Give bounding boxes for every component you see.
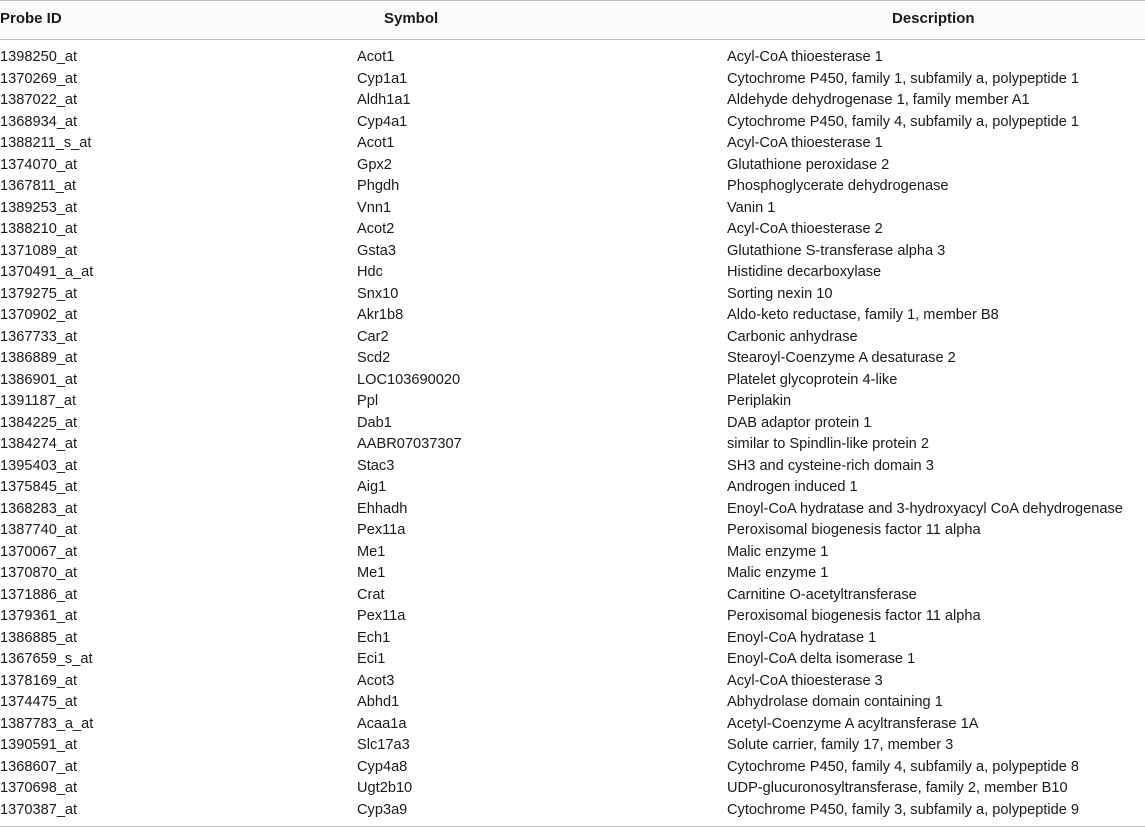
table-row [0, 69, 1145, 91]
cell-probe-id: 1384274_at [0, 436, 78, 452]
cell-probe-id: 1374475_at [0, 694, 78, 710]
cell-probe-id: 1387022_at [0, 92, 78, 108]
cell-probe-id: 1386885_at [0, 629, 78, 646]
cell-description: Platelet glycoprotein 4-like [727, 371, 898, 388]
cell-probe-id: 1378169_at [0, 672, 78, 689]
cell-description: Aldo-keto reductase, family 1, member B8 [727, 307, 999, 323]
table-bottom-rule [0, 826, 1145, 827]
cell-description: Phosphoglycerate dehydrogenase [727, 178, 949, 194]
cell-description: Stearoyl-Coenzyme A desaturase 2 [727, 350, 956, 366]
cell-description: Androgen induced 1 [727, 479, 858, 495]
cell-description: Glutathione peroxidase 2 [727, 156, 890, 173]
cell-symbol: Ech1 [357, 629, 391, 646]
cell-description: Sorting nexin 10 [727, 285, 833, 302]
header-probe-id: Probe ID [0, 10, 62, 27]
cell-description: similar to Spindlin-like protein 2 [727, 436, 929, 452]
cell-description: Enoyl-CoA delta isomerase 1 [727, 651, 916, 667]
table-row [0, 90, 1145, 112]
table-row [0, 176, 1145, 198]
cell-symbol: Pex11a [357, 608, 406, 624]
table-row [0, 800, 1145, 822]
cell-symbol: Abhd1 [357, 694, 400, 710]
cell-probe-id: 1375845_at [0, 479, 78, 495]
cell-probe-id: 1368934_at [0, 113, 78, 130]
table-row [0, 155, 1145, 177]
table-row [0, 327, 1145, 349]
cell-description: Malic enzyme 1 [727, 565, 829, 581]
cell-symbol: Stac3 [357, 457, 395, 474]
cell-symbol: Car2 [357, 328, 389, 345]
cell-symbol: Acot2 [357, 221, 395, 237]
cell-description: Vanin 1 [727, 199, 776, 216]
cell-probe-id: 1379275_at [0, 285, 78, 302]
table-row [0, 735, 1145, 757]
table-row [0, 649, 1145, 671]
table-row [0, 520, 1145, 542]
cell-description: Histidine decarboxylase [727, 264, 882, 280]
cell-description: DAB adaptor protein 1 [727, 414, 872, 431]
cell-probe-id: 1370698_at [0, 780, 78, 796]
cell-probe-id: 1370269_at [0, 70, 78, 87]
cell-description: UDP-glucuronosyltransferase, family 2, member B10 [727, 780, 1068, 796]
table-row [0, 714, 1145, 736]
table-row [0, 348, 1145, 370]
table-row [0, 563, 1145, 585]
cell-probe-id: 1368607_at [0, 758, 78, 775]
table-row [0, 628, 1145, 650]
cell-symbol: Dab1 [357, 414, 392, 431]
cell-symbol: Aig1 [357, 479, 387, 495]
cell-symbol: Crat [357, 586, 385, 603]
table-row [0, 305, 1145, 327]
table-row [0, 133, 1145, 155]
cell-probe-id: 1370387_at [0, 801, 78, 818]
cell-probe-id: 1371089_at [0, 242, 78, 259]
cell-symbol: Acaa1a [357, 715, 407, 732]
cell-symbol: Gpx2 [357, 156, 392, 173]
cell-description: Acyl-CoA thioesterase 1 [727, 135, 883, 151]
cell-symbol: Ugt2b10 [357, 780, 413, 796]
cell-symbol: Cyp4a1 [357, 113, 408, 130]
cell-probe-id: 1379361_at [0, 608, 78, 624]
cell-symbol: Cyp1a1 [357, 70, 408, 87]
cell-description: Aldehyde dehydrogenase 1, family member A1 [727, 92, 1030, 108]
cell-symbol: Me1 [357, 565, 386, 581]
cell-symbol: Ppl [357, 393, 379, 409]
cell-symbol: Gsta3 [357, 242, 396, 259]
cell-probe-id: 1391187_at [0, 393, 77, 409]
cell-symbol: Scd2 [357, 350, 391, 366]
cell-description: Acetyl-Coenzyme A acyltransferase 1A [727, 715, 979, 732]
cell-probe-id: 1388211_s_at [0, 135, 92, 151]
cell-probe-id: 1367659_s_at [0, 651, 93, 667]
cell-description: Cytochrome P450, family 3, subfamily a, polypeptide 9 [727, 801, 1080, 818]
table-row [0, 262, 1145, 284]
cell-probe-id: 1387783_a_at [0, 715, 94, 732]
cell-probe-id: 1370902_at [0, 307, 78, 323]
cell-symbol: Ehhadh [357, 500, 408, 517]
cell-symbol: LOC103690020 [357, 371, 461, 388]
cell-description: Acyl-CoA thioesterase 2 [727, 221, 883, 237]
cell-probe-id: 1370067_at [0, 543, 78, 560]
cell-probe-id: 1371886_at [0, 586, 78, 603]
cell-probe-id: 1386889_at [0, 350, 78, 366]
cell-description: Abhydrolase domain containing 1 [727, 694, 943, 710]
cell-description: Solute carrier, family 17, member 3 [727, 737, 954, 753]
cell-symbol: Slc17a3 [357, 737, 410, 753]
header-symbol: Symbol [384, 10, 439, 27]
cell-description: Malic enzyme 1 [727, 543, 829, 560]
cell-description: SH3 and cysteine-rich domain 3 [727, 457, 934, 474]
cell-symbol: Akr1b8 [357, 307, 404, 323]
cell-description: Peroxisomal biogenesis factor 11 alpha [727, 608, 981, 624]
cell-description: Acyl-CoA thioesterase 1 [727, 49, 883, 65]
table-row [0, 391, 1145, 413]
cell-probe-id: 1384225_at [0, 414, 78, 431]
table-row [0, 370, 1145, 392]
cell-probe-id: 1387740_at [0, 522, 78, 538]
table-row [0, 456, 1145, 478]
table-row [0, 198, 1145, 220]
cell-symbol: Acot1 [357, 49, 395, 65]
cell-symbol: Me1 [357, 543, 386, 560]
cell-symbol: Acot1 [357, 135, 395, 151]
cell-probe-id: 1386901_at [0, 371, 78, 388]
table-row [0, 606, 1145, 628]
cell-probe-id: 1370870_at [0, 565, 78, 581]
cell-symbol: AABR07037307 [357, 436, 462, 452]
table-row [0, 671, 1145, 693]
table-row [0, 219, 1145, 241]
cell-symbol: Pex11a [357, 522, 406, 538]
header-description: Description [892, 10, 975, 27]
cell-description: Periplakin [727, 393, 792, 409]
table-row [0, 778, 1145, 800]
cell-symbol: Acot3 [357, 672, 395, 689]
cell-probe-id: 1398250_at [0, 49, 78, 65]
table-row [0, 413, 1145, 435]
table-header [0, 0, 1145, 40]
cell-symbol: Aldh1a1 [357, 92, 411, 108]
table-row [0, 692, 1145, 714]
cell-description: Cytochrome P450, family 4, subfamily a, polypeptide 1 [727, 113, 1080, 130]
cell-description: Carbonic anhydrase [727, 328, 858, 345]
table-row [0, 477, 1145, 499]
table-row [0, 284, 1145, 306]
table-row [0, 757, 1145, 779]
cell-probe-id: 1388210_at [0, 221, 78, 237]
table-body [0, 47, 1145, 821]
cell-symbol: Eci1 [357, 651, 386, 667]
table-row [0, 542, 1145, 564]
cell-symbol: Cyp3a9 [357, 801, 408, 818]
cell-probe-id: 1389253_at [0, 199, 78, 216]
cell-probe-id: 1370491_a_at [0, 264, 94, 280]
cell-probe-id: 1367811_at [0, 178, 77, 194]
cell-probe-id: 1368283_at [0, 500, 78, 517]
table-row [0, 112, 1145, 134]
cell-probe-id: 1390591_at [0, 737, 78, 753]
cell-symbol: Phgdh [357, 178, 400, 194]
cell-probe-id: 1395403_at [0, 457, 78, 474]
cell-symbol: Snx10 [357, 285, 399, 302]
cell-description: Enoyl-CoA hydratase 1 [727, 629, 877, 646]
cell-description: Peroxisomal biogenesis factor 11 alpha [727, 522, 981, 538]
cell-description: Cytochrome P450, family 1, subfamily a, polypeptide 1 [727, 70, 1080, 87]
cell-description: Cytochrome P450, family 4, subfamily a, polypeptide 8 [727, 758, 1080, 775]
cell-symbol: Vnn1 [357, 199, 392, 216]
cell-symbol: Hdc [357, 264, 383, 280]
cell-description: Glutathione S-transferase alpha 3 [727, 242, 946, 259]
table-row [0, 585, 1145, 607]
table-row [0, 241, 1145, 263]
cell-probe-id: 1367733_at [0, 328, 78, 345]
cell-description: Carnitine O-acetyltransferase [727, 586, 917, 603]
table-row [0, 434, 1145, 456]
cell-description: Acyl-CoA thioesterase 3 [727, 672, 883, 689]
cell-description: Enoyl-CoA hydratase and 3-hydroxyacyl CoA dehydrogenase [727, 500, 1123, 517]
table-row [0, 499, 1145, 521]
table-row [0, 47, 1145, 69]
cell-probe-id: 1374070_at [0, 156, 78, 173]
cell-symbol: Cyp4a8 [357, 758, 408, 775]
